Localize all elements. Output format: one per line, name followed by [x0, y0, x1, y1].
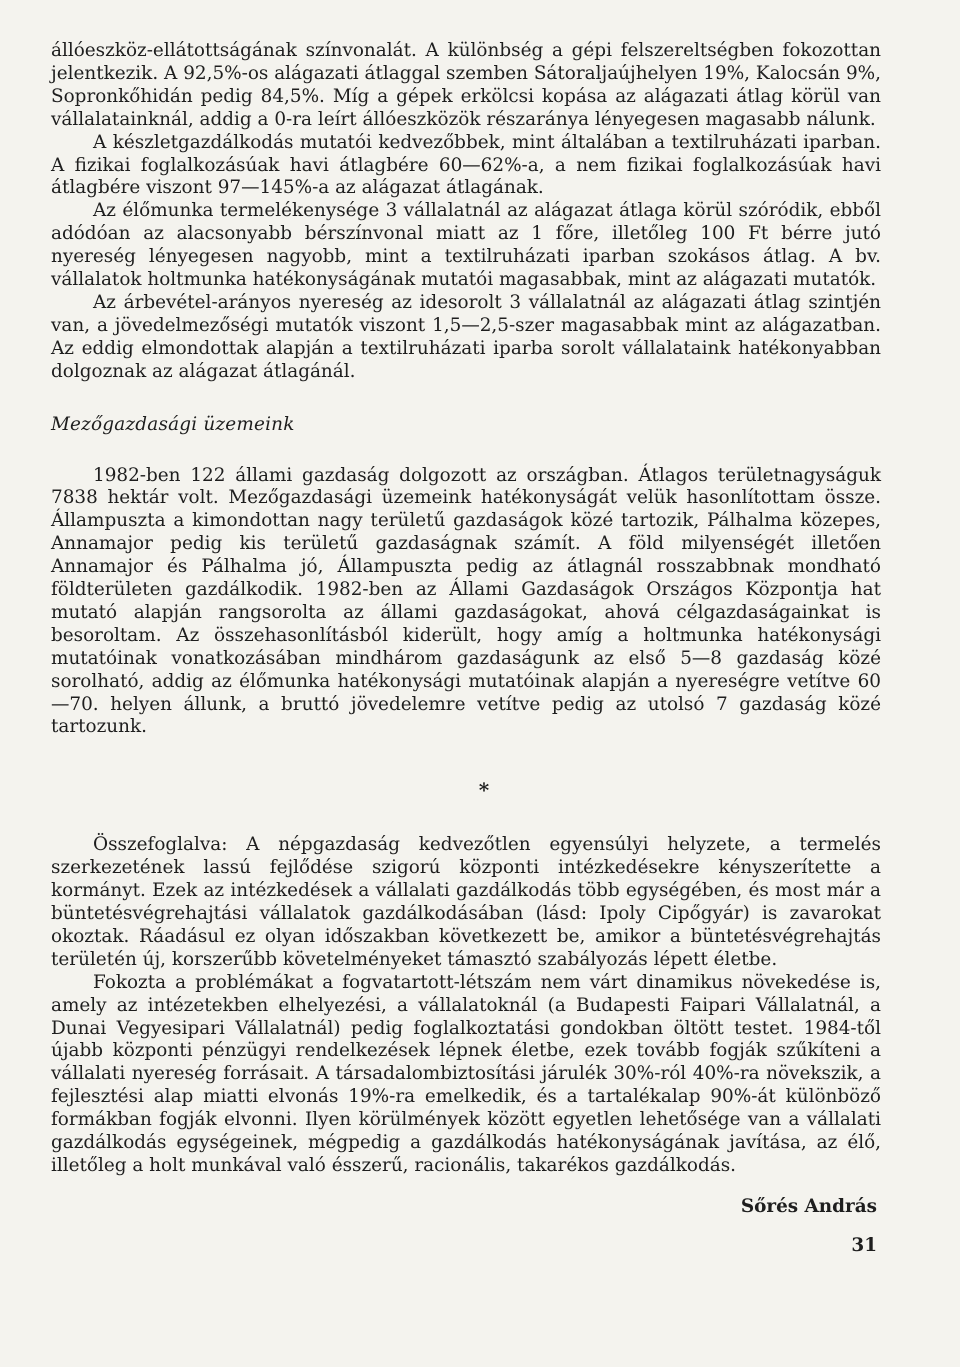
section-separator: *: [478, 778, 490, 803]
section-heading: Mezőgazdasági üzemeink: [51, 413, 295, 435]
document-page: [51, 40, 881, 1258]
paragraph-3: Az élőmunka termelékenysége 3 vállalatnál az alágazat átlaga körül szóródik, ebből adódóan az alacsonyabb bérszínvonal miatt az 1 főre, illetőleg 100 Ft bérre jutó nyereség lényegesen nagyobb, mint a textilruházati iparban szokásos átlag. A bv. vállalatok holtmunka hatékonyságának mutatói magasabbak, mint az alágazati mutatók.: [51, 200, 881, 291]
paragraph-2: A készletgazdálkodás mutatói kedvezőbbek, mint általában a textilruházati iparban. A fizikai foglalkozásúak havi átlagbére 60—62%-a, a nem fizikai foglalkozásúak havi átlagbére viszont 97—145%-a az alágazat átlagának.: [51, 131, 881, 199]
page-number: 31: [851, 1234, 877, 1256]
paragraph-4: Az árbevétel-arányos nyereség az idesorolt 3 vállalatnál az alágazati átlag szintjén van, a jövedelmezőségi mutatók viszont 1,5—2,5-szer magasabbak mint az alágazatban. Az eddig elmondottak alapján a textilruházati iparba sorolt vállalataink hatékonyabban dolgoznak az alágazat átlagánál.: [51, 291, 881, 382]
paragraph-5: 1982-ben 122 állami gazdaság dolgozott az országban. Átlagos területnagyságuk 7838 hektár volt. Mezőgazdasági üzemeink hatékonyságát velük hasonlítottam össze. Állampuszta a kimondottan nagy területű gazdaságok közé tartozik, Pálhalma közepes, Annamajor pedig kis területű gazdaságnak számít. A föld milyenségét illetően Annamajor és Pálhalma jó, Állampuszta pedig az átlagnál rosszabbnak mondható földterületen gazdálkodik. 1982-ben az Állami Gazdaságok Országos Központja hat mutató alapján rangsorolta az állami gazdaságokat, ahová célgazdaságainkat is besoroltam. Az összehasonlításból kiderült, hogy amíg a holtmunka hatékonysági mutatóinak vonatkozásában mindhárom gazdaságunk az első 5—8 gazdaság közé sorolható, addig az élőmunka hatékonysági mutatóinak alapján a nyereségre vetítve 60—70. helyen állunk, a bruttó jövedelemre vetítve pedig az utolsó 7 gazdaság közé tartozunk.: [51, 464, 881, 738]
paragraph-1: állóeszköz-ellátottságának színvonalát. A különbség a gépi felszereltségben fokozottan jelentkezik. A 92,5%-os alágazati átlaggal szemben Sátoraljaújhelyen 19%, Kalocsán 9%, Sopronkőhidán pedig 84,5%. Míg a gépek erkölcsi kopása az alágazati átlag körül van vállalatainknál, addig a 0-ra leírt állóeszközök részaránya lényegesen magasabb nálunk.: [51, 40, 881, 130]
author-signature: Sőrés András: [740, 1195, 877, 1217]
paragraph-7: Fokozta a problémákat a fogvatartott-létszám nem várt dinamikus növekedése is, amely az intézetekben elhelyezési, a vállalatoknál (a Budapesti Faipari Vállalatnál, a Dunai Vegyesipari Vállalatnál) pedig foglalkoztatási gondokban öltött testet. 1984-től újabb központi pénzügyi rendelkezések lépnek életbe, ezek tovább fogják szűkíteni a vállalati nyereség forrásait. A társadalombiztosítási járulék 30%-ról 40%-ra növekszik, a fejlesztési alap miatti elvonás 19%-ra emelkedik, és a tartalékalap 90%-át különböző formákban fogják elvonni. Ilyen körülmények között egyetlen lehetősége van a vállalati gazdálkodás egységeinek, mégpedig a gazdálkodás hatékonyságának javítása, az élő, illetőleg a holt munkával való ésszerű, racionális, takarékos gazdálkodás.: [51, 971, 881, 1176]
paragraph-6: Összefoglalva: A népgazdaság kedvezőtlen egyensúlyi helyzete, a termelés szerkezetének lassú fejlődése szigorú központi intézkedésekre kényszerítette a kormányt. Ezek az intézkedések a vállalati gazdálkodás több egységében, és most már a büntetésvégrehajtási vállalatok gazdálkodásában (lásd: Ipoly Cipőgyár) is zavarokat okoztak. Ráadásul ez olyan időszakban következett be, amikor a büntetésvégrehajtás területén új, korszerűbb követelményeket támasztó szabályozás lépett életbe.: [51, 834, 881, 970]
